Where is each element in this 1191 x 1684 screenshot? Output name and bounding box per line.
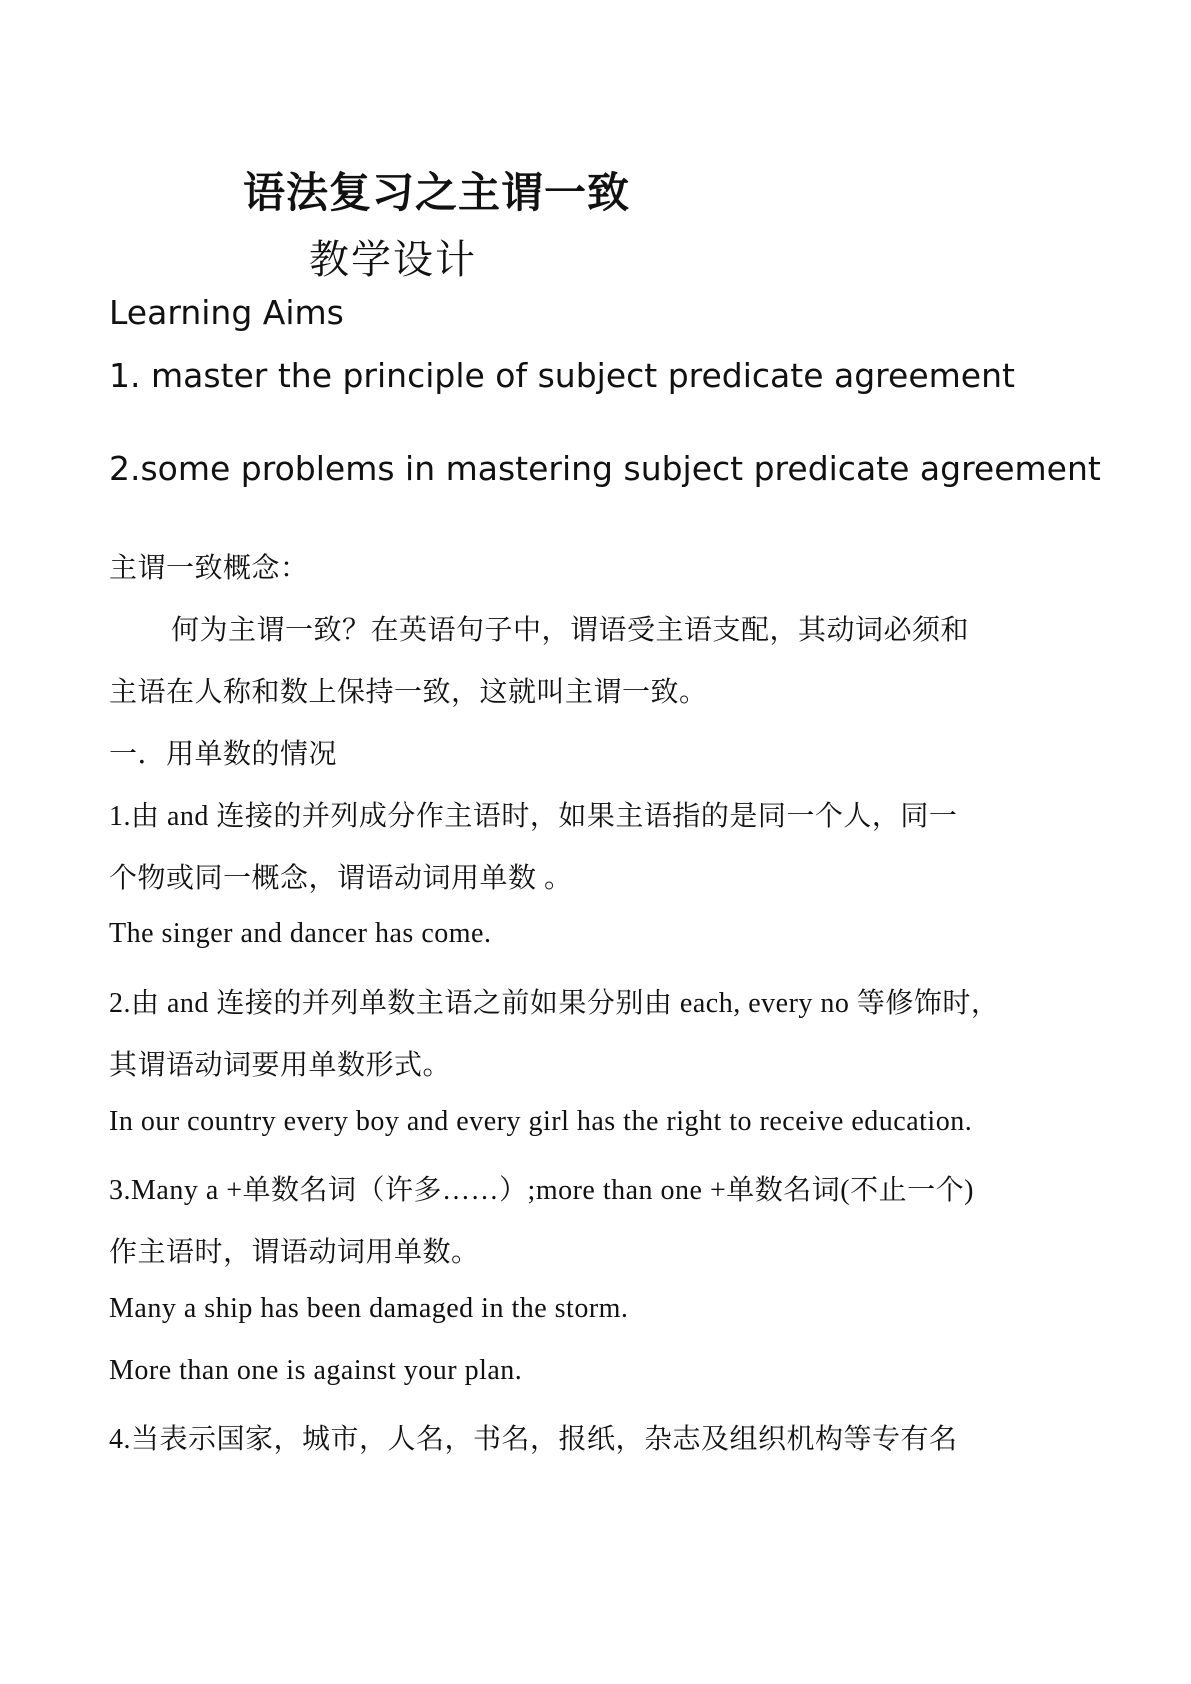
- section-heading: 一．用单数的情况: [109, 737, 338, 770]
- rule-text-line: 2.由 and 连接的并列单数主语之前如果分别由 each, every no 等修饰时，: [109, 988, 1000, 1019]
- rule-text-line: 4.当表示国家，城市，人名，书名，报纸，杂志及组织机构等专有名: [109, 1424, 958, 1455]
- concept-paragraph-line: 主语在人称和数上保持一致，这就叫主谓一致。: [109, 675, 708, 708]
- learning-aim-item: 1. master the principle of subject predicate agreement: [109, 356, 1015, 395]
- concept-paragraph-line: 何为主谓一致？在英语句子中，谓语受主语支配，其动词必须和: [171, 613, 970, 646]
- rule-text-line: 个物或同一概念，谓语动词用单数 。: [109, 863, 573, 894]
- rule-text-line: 1.由 and 连接的并列成分作主语时，如果主语指的是同一个人，同一: [109, 801, 958, 832]
- document-title: 语法复习之主谓一致: [243, 168, 631, 217]
- example-sentence: In our country every boy and every girl has the right to receive education.: [109, 1106, 973, 1137]
- rule-text-line: 其谓语动词要用单数形式。: [109, 1050, 452, 1081]
- learning-aims-heading: Learning Aims: [109, 293, 344, 332]
- document-subtitle: 教学设计: [309, 237, 477, 283]
- rule-text-line: 作主语时，谓语动词用单数。: [109, 1237, 480, 1268]
- learning-aim-item: 2.some problems in mastering subject predicate agreement: [109, 449, 1101, 488]
- concept-heading: 主谓一致概念：: [109, 551, 309, 584]
- example-sentence: Many a ship has been damaged in the storm.: [109, 1293, 629, 1324]
- example-sentence: The singer and dancer has come.: [109, 918, 492, 949]
- example-sentence: More than one is against your plan.: [109, 1355, 523, 1386]
- rule-text-line: 3.Many a +单数名词（许多……）;more than one +单数名词(不止一个): [109, 1175, 974, 1206]
